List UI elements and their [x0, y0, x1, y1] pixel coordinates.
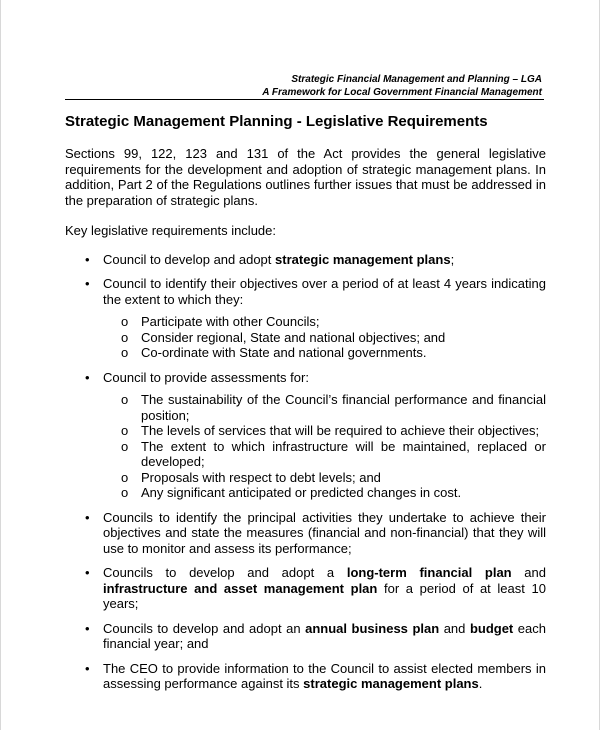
sub-item-text: Proposals with respect to debt levels; and [141, 469, 381, 485]
item-text: ; [450, 251, 455, 267]
item-text: and [511, 565, 546, 580]
list-item [65, 276, 546, 361]
list-item [65, 510, 546, 557]
sub-list-item [103, 314, 546, 330]
sub-item-text: The sustainability of the Council’s financial performance and financial position; [141, 392, 546, 423]
bullet-marker: • [85, 369, 90, 385]
item-text: Councils to develop and adopt a [103, 565, 347, 580]
item-bold-text: infrastructure and asset management plan [103, 580, 378, 596]
list-item [65, 252, 546, 268]
document-body [65, 146, 546, 701]
sub-marker: o [121, 438, 129, 454]
header-rule [65, 99, 544, 100]
sub-marker: o [121, 423, 129, 438]
list-item [65, 661, 546, 692]
item-text: each financial year; and [103, 620, 546, 651]
requirements-list [65, 252, 546, 692]
sub-list [103, 314, 546, 361]
sub-list [103, 392, 546, 501]
item-bold-text: budget [469, 620, 514, 636]
list-item [65, 565, 546, 612]
sub-list-item [103, 423, 546, 439]
sub-item-text: Participate with other Councils; [141, 314, 320, 329]
section-title: Strategic Management Planning - Legislative Requirements [65, 113, 488, 130]
item-bold-text: strategic management plans [275, 251, 451, 267]
item-text: for a period of at least 10 years; [103, 580, 546, 611]
sub-item-text: The extent to which infrastructure will be maintained, replaced or developed; [141, 438, 546, 469]
bullet-marker: • [85, 565, 90, 580]
list-item [65, 621, 546, 652]
item-text: . [478, 676, 483, 691]
item-text: Council to provide assessments for: [103, 369, 309, 385]
item-bold-text: annual business plan [305, 620, 440, 636]
running-header [262, 73, 542, 99]
item-text: The CEO to provide information to the Council to assist elected members in assessing performance against its [103, 660, 546, 691]
bullet-marker: • [85, 251, 90, 267]
item-text: Councils to develop and adopt an [103, 620, 306, 636]
sub-list-item [103, 392, 546, 423]
item-text: Council to develop and adopt [103, 251, 276, 267]
sub-marker: o [121, 329, 129, 345]
sub-item-text: The levels of services that will be required to achieve their objectives; [141, 423, 540, 438]
sub-item-text: Co-ordinate with State and national governments. [141, 345, 427, 360]
list-item [65, 370, 546, 501]
bullet-marker: • [85, 620, 90, 636]
sub-item-text: Consider regional, State and national objectives; and [141, 329, 446, 345]
sub-list-item [103, 345, 546, 361]
sub-list-item [103, 439, 546, 470]
header-line-2: A Framework for Local Government Financial Management [262, 87, 542, 98]
sub-list-item [103, 470, 546, 486]
item-text: Councils to identify the principal activities they undertake to achieve their objectives and state the measures (financial and non-financial) that they will use to monitor and assess its performance; [103, 509, 546, 556]
item-text: and [439, 620, 470, 636]
bullet-marker: • [85, 276, 90, 291]
sub-list-item [103, 485, 546, 501]
item-bold-text: strategic management plans [303, 676, 479, 691]
sub-marker: o [121, 345, 129, 360]
sub-list-item [103, 330, 546, 346]
sub-marker: o [121, 314, 129, 329]
header-line-1: Strategic Financial Management and Planning – LGA [291, 74, 542, 85]
intro-paragraph: Sections 99, 122, 123 and 131 of the Act provides the general legislative requirements for the development and adoption of strategic management plans. In addition, Part 2 of the Regulations outlines further issues that must be addressed in the preparation of strategic plans. [65, 146, 546, 208]
item-text: Council to identify their objectives over a period of at least 4 years indicating the extent to which they: [103, 276, 546, 307]
lead-paragraph: Key legislative requirements include: [65, 223, 276, 238]
item-bold-text: long-term financial plan [346, 565, 512, 580]
sub-item-text: Any significant anticipated or predicted changes in cost. [141, 485, 462, 500]
sub-marker: o [121, 469, 129, 485]
sub-marker: o [121, 392, 129, 407]
sub-marker: o [121, 485, 129, 500]
bullet-marker: • [85, 509, 90, 525]
bullet-marker: • [85, 660, 90, 676]
